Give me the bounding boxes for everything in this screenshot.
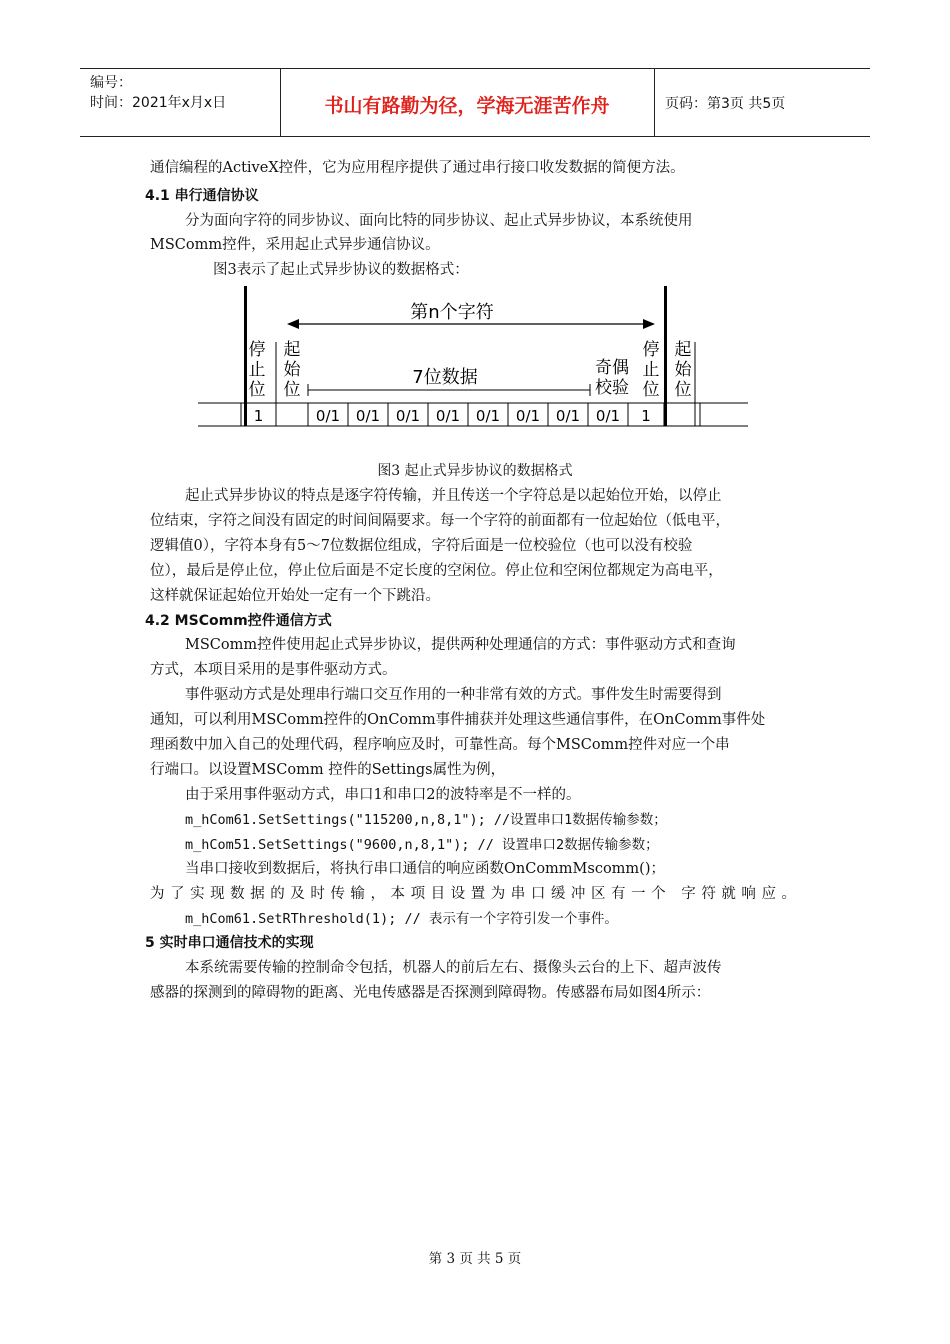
header-number: 编号：: [90, 75, 132, 91]
bit-cell: 1: [641, 407, 651, 425]
section-heading: 5 实时串口通信技术的实现: [145, 935, 314, 951]
stop-bit-label: 位: [248, 380, 266, 400]
parity-label: 校验: [595, 378, 629, 398]
text-line: 图3表示了起止式异步协议的数据格式：: [213, 262, 469, 278]
text-line: 感器的探测到的障碍物的距离、光电传感器是否探测到障碍物。传感器布局如图4所示：: [150, 985, 711, 1001]
text-line: 起止式异步协议的特点是逐字符传输，并且传送一个字符总是以起始位开始，以停止: [185, 488, 722, 504]
async-frame-figure: [195, 280, 755, 430]
start-bit-label: 起: [674, 340, 692, 360]
text-line: 这样就保证起始位开始处一定有一个下跳沿。: [150, 588, 440, 604]
code-line: m_hCom51.SetSettings("9600,n,8,1"); // 设置串口2数据传输参数；: [185, 837, 659, 853]
figure-caption: 图3 起止式异步协议的数据格式: [377, 463, 573, 479]
text-line: 当串口接收到数据后，将执行串口通信的响应函数OnCommMscomm()；: [185, 861, 665, 877]
start-bit-label: 始: [674, 360, 692, 380]
text-line: 通知，可以利用MSComm控件的OnComm事件捕获并处理这些通信事件，在OnComm事件处: [150, 712, 766, 728]
start-bit-label: 始: [283, 360, 301, 380]
header-divider: [654, 69, 655, 136]
text-line: 本系统需要传输的控制命令包括，机器人的前后左右、摄像头云台的上下、超声波传: [185, 960, 722, 976]
stop-bit-label: 停: [642, 340, 660, 360]
header-time: 时间：2021年x月x日: [90, 95, 227, 111]
text-line: 位），最后是停止位，停止位后面是不定长度的空闲位。停止位和空闲位都规定为高电平，: [150, 563, 723, 579]
bit-cell: 0/1: [315, 407, 341, 425]
code-line: m_hCom61.SetRThreshold(1); // 表示有一个字符引发一个事件。: [185, 911, 618, 927]
stop-bit-label: 停: [248, 340, 266, 360]
start-bit-label: 起: [283, 340, 301, 360]
page-footer: 第 3 页 共 5 页: [428, 1251, 522, 1267]
header-meta: [90, 73, 280, 113]
header-page: 页码：第3页 共5页: [665, 96, 786, 112]
stop-bit-label: 位: [642, 380, 660, 400]
bit-cell: 0/1: [435, 407, 461, 425]
data-bits-label: 7位数据: [412, 367, 478, 388]
text-line: 为了实现数据的及时传输，本项目设置为串口缓冲区有一个 字符就响应。: [150, 886, 796, 902]
character-label: 第n个字符: [410, 302, 494, 323]
header-motto: 书山有路勤为径，学海无涯苦作舟: [324, 95, 610, 117]
text-line: 逻辑值0），字符本身有5～7位数据位组成，字符后面是一位校验位（也可以没有校验: [150, 538, 693, 554]
start-bit-label: 位: [283, 380, 301, 400]
bit-cell: 0/1: [555, 407, 581, 425]
text-line: 分为面向字符的同步协议、面向比特的同步协议、起止式异步协议，本系统使用: [185, 213, 693, 229]
section-heading: 4.2 MSComm控件通信方式: [145, 613, 332, 629]
start-bit-label: 位: [674, 380, 692, 400]
text-line: 行端口。以设置MSComm 控件的Settings属性为例，: [150, 762, 506, 778]
text-line: 位结束，字符之间没有固定的时间间隔要求。每一个字符的前面都有一位起始位（低电平，: [150, 513, 730, 529]
bit-cell: 0/1: [475, 407, 501, 425]
bit-cell: 0/1: [355, 407, 381, 425]
code-line: m_hCom61.SetSettings("115200,n,8,1"); //设置串口1数据传输参数；: [185, 812, 667, 828]
bit-cell: 0/1: [395, 407, 421, 425]
text-line: 由于采用事件驱动方式，串口1和串口2的波特率是不一样的。: [185, 787, 581, 803]
text-line: MSComm控件，采用起止式异步通信协议。: [150, 237, 440, 253]
bit-cell: 0/1: [515, 407, 541, 425]
page-header: [80, 68, 870, 137]
stop-bit-label: 止: [248, 360, 266, 380]
stop-bit-label: 止: [642, 360, 660, 380]
bit-cell: 0/1: [595, 407, 621, 425]
text-line: 事件驱动方式是处理串行端口交互作用的一种非常有效的方式。事件发生时需要得到: [185, 687, 722, 703]
text-line: MSComm控件使用起止式异步协议，提供两种处理通信的方式：事件驱动方式和查询: [185, 637, 736, 653]
bit-cell: 1: [253, 407, 264, 425]
text-line: 通信编程的ActiveX控件，它为应用程序提供了通过串行接口收发数据的简便方法。: [150, 160, 685, 176]
text-line: 方式，本项目采用的是事件驱动方式。: [150, 662, 397, 678]
text-line: 理函数中加入自己的处理代码，程序响应及时，可靠性高。每个MSComm控件对应一个串: [150, 737, 730, 753]
section-heading: 4.1 串行通信协议: [145, 188, 259, 204]
parity-label: 奇偶: [595, 358, 629, 378]
